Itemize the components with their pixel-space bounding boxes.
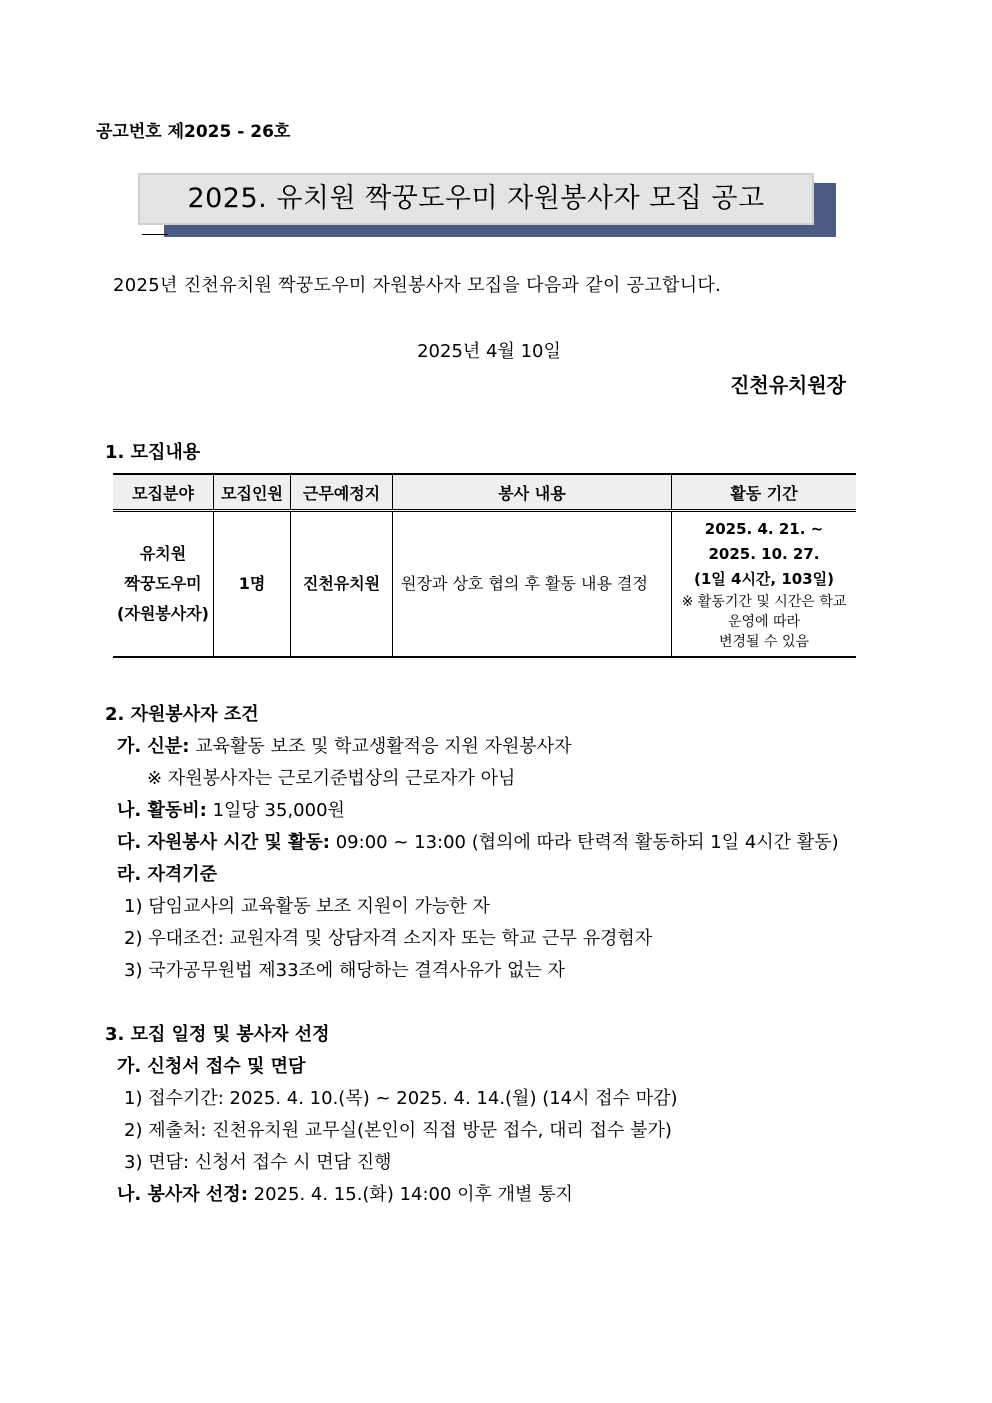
period-line: 2025. 4. 21. ~ bbox=[704, 519, 824, 538]
schedule-application-label: 가. 신청서 접수 및 면담 bbox=[117, 1056, 306, 1077]
field-line: (자원봉사자) bbox=[117, 604, 209, 623]
cell-content: 원장과 상호 협의 후 활동 내용 결정 bbox=[393, 511, 672, 658]
cell-place: 진천유치원 bbox=[291, 511, 393, 658]
condition-fee bbox=[117, 796, 345, 822]
condition-hours-label: 다. 자원봉사 시간 및 활동: bbox=[117, 832, 330, 853]
column-header: 모집분야 bbox=[113, 474, 214, 511]
period-note: 변경될 수 있음 bbox=[718, 633, 810, 650]
column-header: 모집인원 bbox=[214, 474, 291, 511]
section-3-heading: 3. 모집 일정 및 봉사자 선정 bbox=[105, 1024, 330, 1045]
condition-hours-text: 09:00 ~ 13:00 (협의에 따라 탄력적 활동하되 1일 4시간 활동) bbox=[335, 832, 839, 853]
condition-qualification-heading bbox=[117, 860, 217, 886]
intro-text: 2025년 진천유치원 짝꿍도우미 자원봉사자 모집을 다음과 같이 공고합니다. bbox=[113, 275, 722, 296]
field-line: 유치원 bbox=[139, 544, 187, 563]
cell-count: 1명 bbox=[214, 511, 291, 658]
list-item: 3) 국가공무원법 제33조에 해당하는 결격사유가 없는 자 bbox=[124, 960, 565, 981]
document-title: 2025. 유치원 짝꿍도우미 자원봉사자 모집 공고 bbox=[187, 183, 765, 214]
condition-status-label: 가. 신분: bbox=[117, 736, 190, 757]
condition-status-note: ※ 자원봉사자는 근로기준법상의 근로자가 아님 bbox=[147, 768, 516, 789]
period-line: 2025. 10. 27. bbox=[708, 544, 820, 563]
issuer: 진천유치원장 bbox=[730, 373, 846, 397]
column-header: 근무예정지 bbox=[291, 474, 393, 511]
cell-period bbox=[672, 511, 857, 658]
notice-number: 공고번호 제2025 - 26호 bbox=[96, 122, 291, 142]
schedule-selection-label: 나. 봉사자 선정: bbox=[117, 1184, 248, 1205]
section-2-heading: 2. 자원봉사자 조건 bbox=[105, 704, 259, 725]
condition-fee-label: 나. 활동비: bbox=[117, 800, 207, 821]
notice-date: 2025년 4월 10일 bbox=[417, 341, 561, 362]
section-1-heading: 1. 모집내용 bbox=[105, 442, 201, 463]
period-note: ※ 활동기간 및 시간은 학교 bbox=[681, 593, 847, 610]
column-header: 봉사 내용 bbox=[393, 474, 672, 511]
period-note: 운영에 따라 bbox=[727, 613, 801, 630]
table-row bbox=[113, 511, 856, 658]
schedule-selection bbox=[117, 1180, 573, 1206]
schedule-application-heading bbox=[117, 1052, 305, 1078]
condition-status-text: 교육활동 보조 및 학교생활적응 지원 자원봉사자 bbox=[195, 736, 572, 757]
recruitment-table bbox=[113, 473, 856, 658]
list-item: 2) 제출처: 진천유치원 교무실(본인이 직접 방문 접수, 대리 접수 불가) bbox=[124, 1120, 672, 1141]
field-line: 짝꿍도우미 bbox=[124, 574, 202, 593]
list-item: 2) 우대조건: 교원자격 및 상담자격 소지자 또는 학교 근무 유경험자 bbox=[124, 928, 653, 949]
list-item: 1) 담임교사의 교육활동 보조 지원이 가능한 자 bbox=[124, 896, 490, 917]
list-item: 1) 접수기간: 2025. 4. 10.(목) ~ 2025. 4. 14.(월) (14시 접수 마감) bbox=[124, 1088, 678, 1109]
condition-fee-text: 1일당 35,000원 bbox=[212, 800, 345, 821]
condition-hours bbox=[117, 828, 839, 854]
list-item: 3) 면담: 신청서 접수 시 면담 진행 bbox=[124, 1152, 392, 1173]
title-banner bbox=[138, 173, 838, 237]
condition-qualification-label: 라. 자격기준 bbox=[117, 864, 218, 885]
table-header-row bbox=[113, 474, 856, 511]
column-header: 활동 기간 bbox=[672, 474, 857, 511]
schedule-selection-text: 2025. 4. 15.(화) 14:00 이후 개별 통지 bbox=[253, 1184, 573, 1205]
title-underline bbox=[142, 234, 168, 235]
period-line: (1일 4시간, 103일) bbox=[694, 569, 834, 588]
condition-status bbox=[117, 732, 572, 758]
cell-field bbox=[113, 511, 214, 658]
